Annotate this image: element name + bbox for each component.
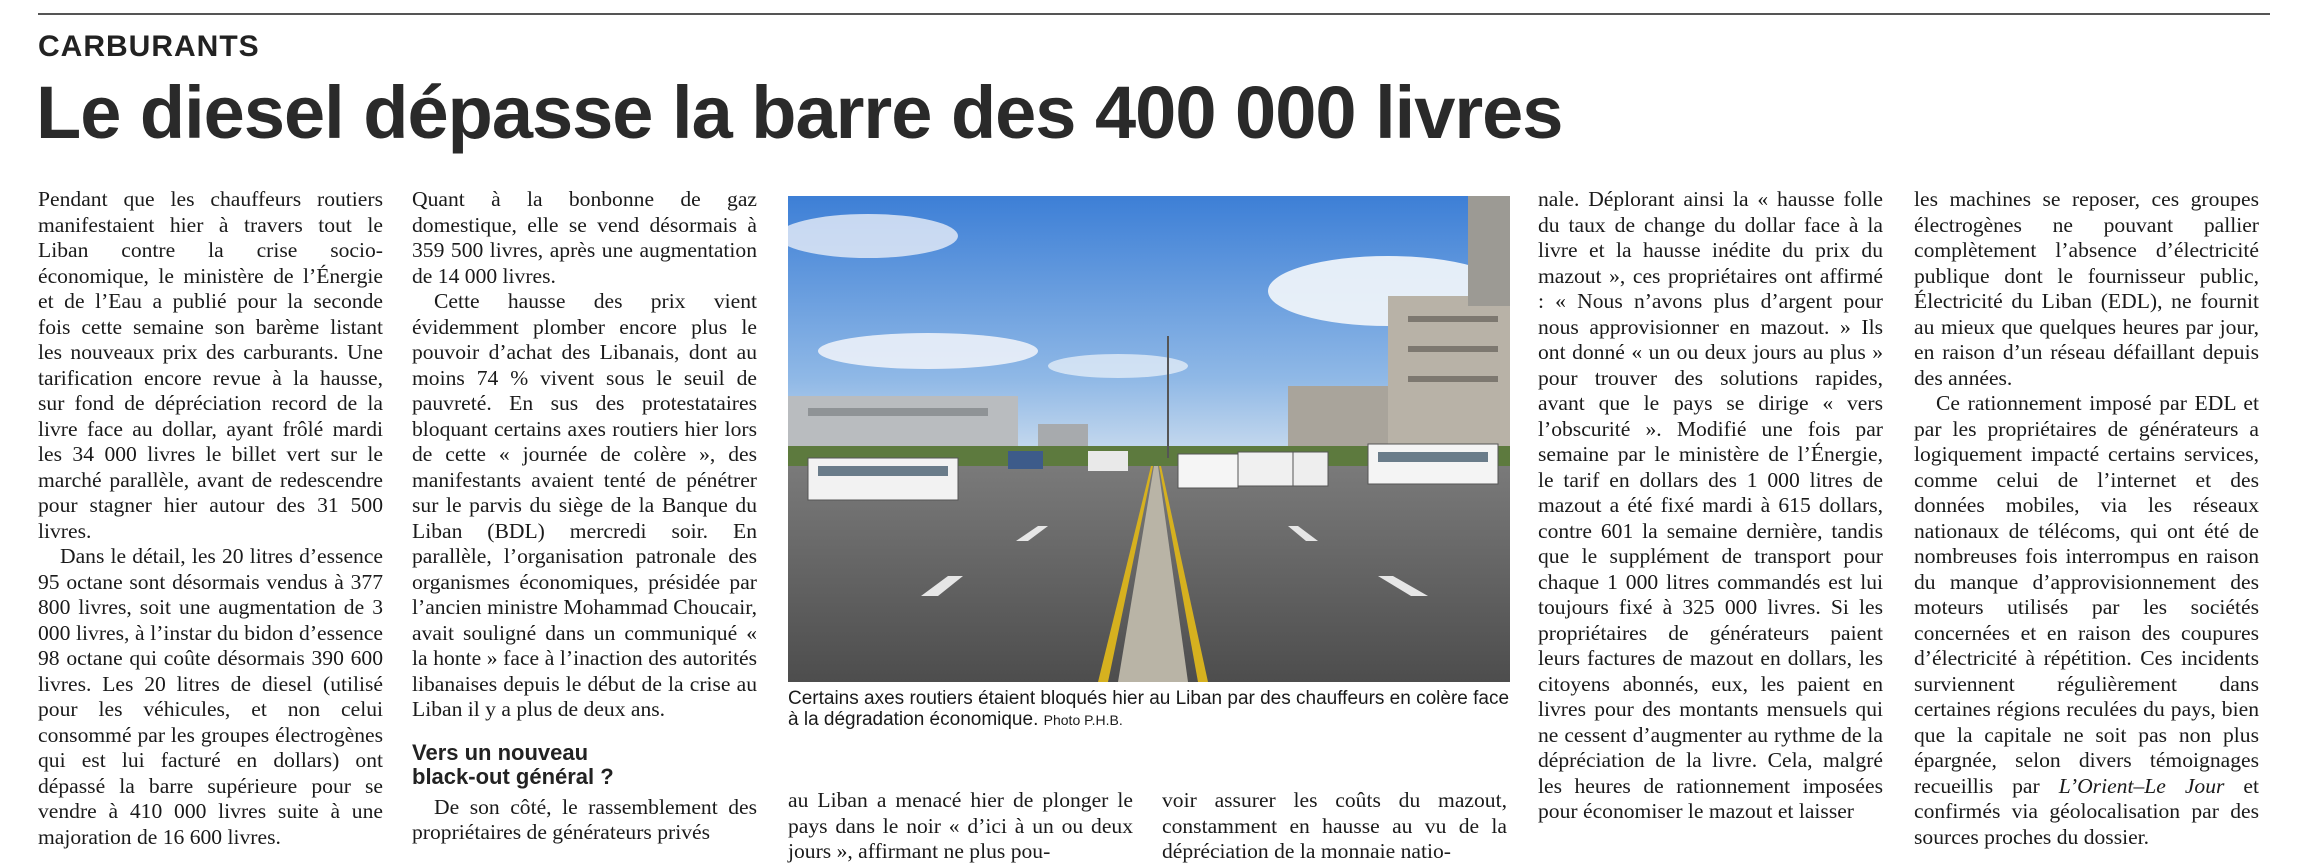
photo-caption (788, 688, 1510, 731)
paragraph: Cette hausse des prix vient évidemment plomber encore plus le pouvoir d’achat des Libanais, dont au moins 74 % vivent sous le seuil de pauvreté. En sus des protestataires bloquant certains axes routiers hier lors de cette « journée de colère », des manifestants avaient tenté de pénétrer sur le parvis du siège de la Banque du Liban (BDL) mercredi soir. En parallèle, l’organisation patronale des organismes économiques, présidée par l’ancien ministre Mohammad Choucair, avait souligné dans un communiqué « la honte » face à l’inaction des autorités libanaises depuis le début de la crise au Liban il y a plus de deux ans. (412, 289, 757, 721)
photo-credit: Photo P.H.B. (1043, 712, 1123, 728)
paragraph: Quant à la bonbonne de gaz domestique, elle se vend désormais à 359 500 livres, après une augmentation de 14 000 livres. (412, 187, 757, 288)
subheading-line-1: Vers un nouveau (412, 739, 589, 765)
column-6 (1914, 187, 2259, 850)
paragraph-text: et confirmés via géolocalisation par des sources proches du dossier. (1914, 773, 2259, 849)
highway-protest-photo (788, 196, 1510, 682)
section-kicker: CARBURANTS (38, 30, 260, 63)
column-2 (412, 187, 757, 846)
source-name: L’Orient–Le Jour (2058, 773, 2225, 798)
top-rule (38, 13, 2270, 15)
paragraph: Dans le détail, les 20 litres d’essence 95 octane sont désormais vendus à 377 800 livres, soit une augmentation de 3 000 livres, à l’instar du bidon d’essence 98 octane qui coûte désormais 390 600 livres. Les 20 litres de diesel (utilisé pour les véhicules, et non celui consommé par les groupes électrogènes qui est lui facturé en dollars) ont dépassé la barre supérieure pour se vendre à 410 000 livres suite à une majoration de 16 600 livres. (38, 544, 383, 849)
column-5 (1538, 187, 1883, 825)
paragraph: les machines se reposer, ces groupes électrogènes ne pouvant pallier complètement l’absence d’électricité publique dont le fournisseur public, Électricité du Liban (EDL), ne fournit au mieux que quelques heures par jour, en raison d’un réseau défaillant depuis des années. (1914, 187, 2259, 390)
paragraph-text: Ce rationnement imposé par EDL et par les propriétaires de générateurs a logiquement impacté certains services, comme celui de l’internet et des données mobiles, via les réseaux nationaux de télécoms, qui ont été de nombreuses fois interrompus en raison du manque d’approvisionnement des moteurs utilisés par les sociétés concernées et en raison des coupures d’électricité à répétition. Ces incidents surviennent régulièrement dans certaines régions reculées du pays, bien que la capitale ne soit pas non plus épargnée, selon divers témoignages recueillis par (1914, 391, 2259, 798)
paragraph: voir assurer les coûts du mazout, constamment en hausse au vu de la dépréciation de la monnaie natio- (1162, 788, 1507, 863)
paragraph (1914, 391, 2259, 850)
subheading-line-2: black-out général ? (412, 763, 614, 789)
article-headline: Le diesel dépasse la barre des 400 000 livres (36, 71, 1563, 154)
paragraph: nale. Déplorant ainsi la « hausse folle du taux de change du dollar face à la livre et la hausse inédite du prix du mazout », ces propriétaires ont affirmé : « Nous n’avons plus d’argent pour nous approvisionner en mazout. » Ils ont donné « un ou deux jours au plus » pour trouver des solutions rapides, avant que le pays se dirige « vers l’obscurité ». Modifié une fois par semaine par le ministère de l’Énergie, le tarif en dollars des 1 000 litres de mazout a été fixé mardi à 615 dollars, contre 601 la semaine dernière, tandis que le supplément de transport pour chaque 1 000 litres commandés est lui toujours fixé à 325 000 livres. Si les propriétaires de générateurs paient leurs factures de mazout en dollars, les citoyens abonnés, eux, les paient en livres pour des montants mensuels qui ne cessent d’augmenter au rythme de la dépréciation de la livre. Cela, malgré les heures de rationnement imposées pour économiser le mazout et laisser (1538, 187, 1883, 823)
caption-text: Certains axes routiers étaient bloqués hier au Liban par des chauffeurs en colère face à la dégradation économique. (788, 688, 1510, 730)
column-1 (38, 187, 383, 850)
column-4 (1162, 788, 1507, 865)
column-3 (788, 788, 1133, 865)
paragraph: Pendant que les chauffeurs routiers manifestaient hier à travers tout le Liban contre la crise socio-économique, le ministère de l’Énergie et de l’Eau a publié pour la seconde fois cette semaine son barème listant les nouveaux prix des carburants. Une tarification encore revue à la hausse, sur fond de dépréciation record de la livre face au dollar, ayant frôlé mardi les 34 000 livres le billet vert sur le marché parallèle, avant de redescendre pour stagner hier autour des 31 500 livres. (38, 187, 383, 543)
paragraph: De son côté, le rassemblement des propriétaires de générateurs privés (412, 794, 757, 844)
subheading (412, 741, 757, 789)
article-photo (788, 196, 1510, 682)
paragraph: au Liban a menacé hier de plonger le pays dans le noir « d’ici à un ou deux jours », affirmant ne plus pou- (788, 788, 1133, 863)
